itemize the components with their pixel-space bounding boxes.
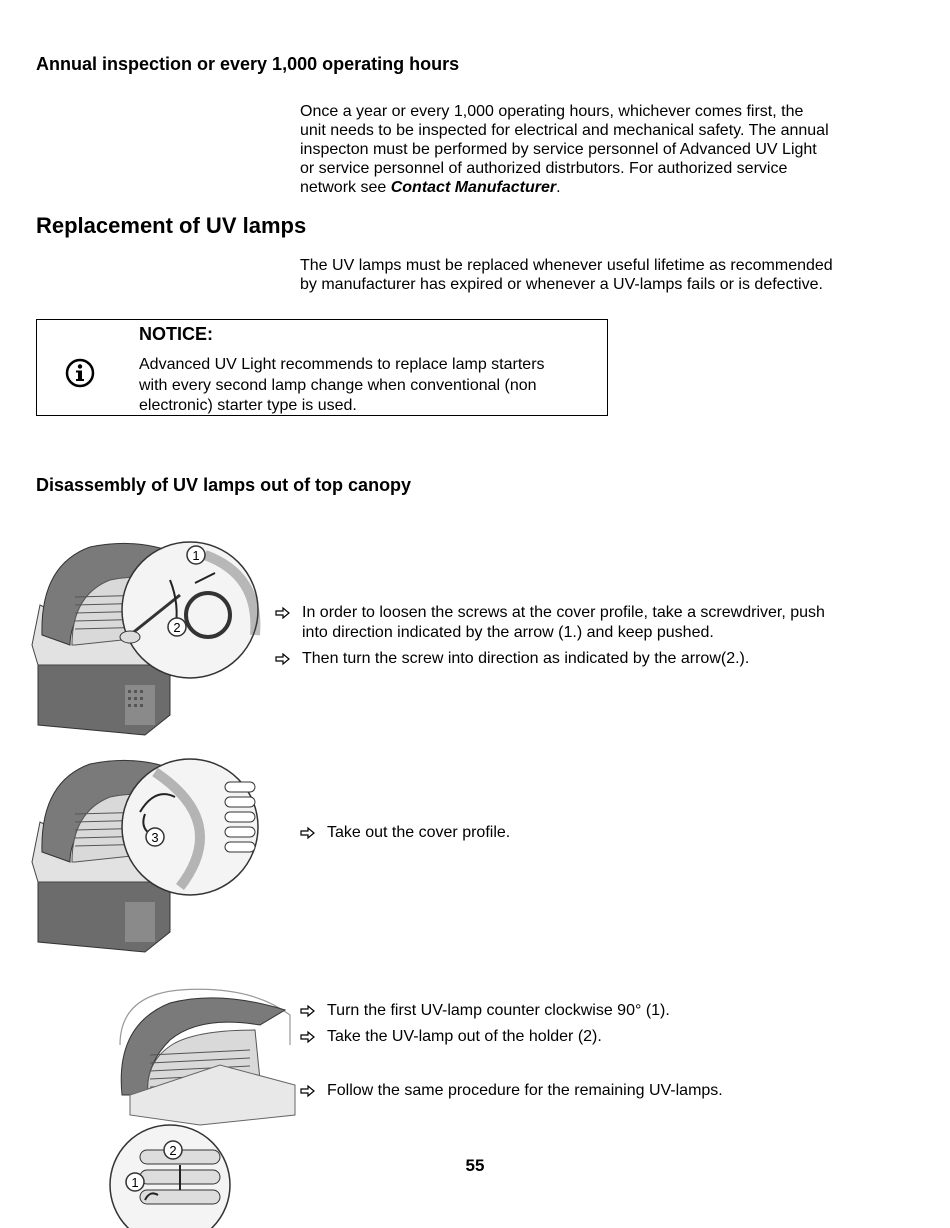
- replacement-heading: Replacement of UV lamps: [36, 213, 307, 238]
- notice-line-2: with every second lamp change when conventional (non: [139, 376, 537, 394]
- figure-remove-cover: [30, 752, 262, 954]
- callout-2: 2: [173, 620, 181, 635]
- arrow-right-outline-icon: [275, 649, 291, 669]
- notice-body: [139, 355, 589, 417]
- annual-line-5-suffix: .: [556, 179, 561, 196]
- step-2-line-1: Take out the cover profile.: [327, 824, 511, 841]
- arrow-right-outline-icon: [300, 823, 316, 843]
- step-3-line-3: Follow the same procedure for the remaining UV-lamps.: [327, 1082, 723, 1099]
- arrow-right-outline-icon: [300, 1027, 316, 1047]
- annual-line-2: unit needs to be inspected for electrical and mechanical safety. The annual: [300, 122, 829, 139]
- annual-inspection-heading: Annual inspection or every 1,000 operating hours: [36, 54, 460, 74]
- notice-line-1: Advanced UV Light recommends to replace lamp starters: [139, 356, 545, 373]
- annual-inspection-text: [300, 102, 900, 197]
- replacement-line-2: by manufacturer has expired or whenever a UV-lamps fails or is defective.: [300, 276, 823, 293]
- step-1-line-3: Then turn the screw into direction as indicated by the arrow(2.).: [302, 650, 750, 667]
- step-3-line-1: Turn the first UV-lamp counter clockwise 90° (1).: [327, 1002, 670, 1019]
- arrow-right-outline-icon: [300, 1001, 316, 1021]
- notice-box: [36, 319, 608, 416]
- notice-line-3: electronic) starter type is used.: [139, 397, 357, 414]
- annual-line-1: Once a year or every 1,000 operating hours, whichever comes first, the: [300, 103, 804, 120]
- replacement-line-1: The UV lamps must be replaced whenever useful lifetime as recommended: [300, 257, 833, 274]
- notice-title: NOTICE:: [139, 324, 213, 344]
- step-1-line-2: into direction indicated by the arrow (1.) and keep pushed.: [302, 624, 714, 641]
- annual-line-3: inspecton must be performed by service personnel of Advanced UV Light: [300, 141, 817, 158]
- callout-lamp-2: 2: [169, 1143, 177, 1158]
- annual-line-5-prefix: network see: [300, 179, 391, 196]
- annual-line-5: [300, 178, 900, 197]
- arrow-right-outline-icon: [300, 1081, 316, 1101]
- arrow-right-outline-icon: [275, 603, 291, 623]
- replacement-text: [300, 256, 900, 294]
- callout-1: 1: [192, 548, 200, 563]
- callout-lamp-1: 1: [131, 1175, 139, 1190]
- step-1-line-1: In order to loosen the screws at the cover profile, take a screwdriver, push: [302, 604, 825, 621]
- figure-remove-lamp: [100, 985, 300, 1228]
- step-3-line-2: Take the UV-lamp out of the holder (2).: [327, 1028, 602, 1045]
- info-icon: [65, 358, 95, 388]
- callout-3: 3: [151, 830, 159, 845]
- annual-line-4: or service personnel of authorized distrbutors. For authorized service: [300, 160, 788, 177]
- contact-manufacturer-ref: Contact Manufacturer: [390, 179, 557, 196]
- disassembly-heading: Disassembly of UV lamps out of top canopy: [36, 475, 412, 495]
- page-number: 55: [465, 1156, 485, 1175]
- figure-loosen-screws: [30, 535, 262, 737]
